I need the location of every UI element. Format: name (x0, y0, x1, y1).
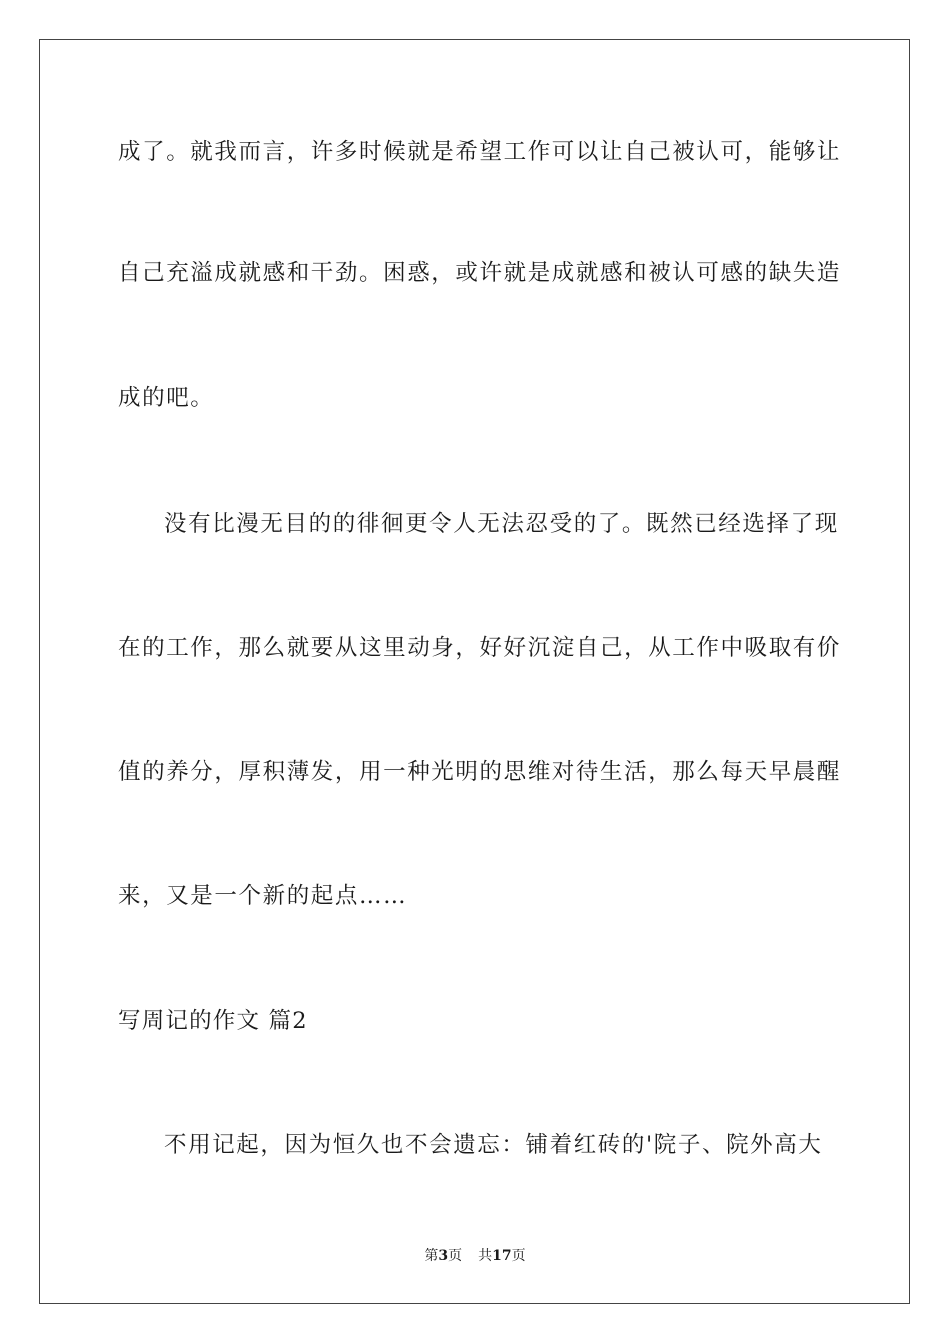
footer-total-prefix: 共 (478, 1248, 493, 1264)
paragraph-2-line-2: 在的工作，那么就要从这里动身，好好沉淀自己，从工作中吸取有价 (118, 635, 842, 661)
page-border (39, 39, 910, 1304)
footer-page-suffix: 页 (448, 1248, 463, 1264)
footer-page-number: 3 (438, 1248, 449, 1264)
text-line-1: 成了。就我而言，许多时候就是希望工作可以让自己被认可，能够让 (118, 139, 842, 165)
section-heading: 写周记的作文 篇2 (118, 1008, 308, 1034)
paragraph-2-line-4: 来，又是一个新的起点…… (118, 883, 408, 909)
paragraph-2-line-1: 没有比漫无目的的徘徊更令人无法忍受的了。既然已经选择了现 (164, 511, 839, 537)
page-footer (0, 1247, 950, 1265)
text-line-2: 自己充溢成就感和干劲。困惑，或许就是成就感和被认可感的缺失造 (118, 260, 842, 286)
footer-total-suffix: 页 (511, 1248, 526, 1264)
paragraph-3-line-1: 不用记起，因为恒久也不会遗忘：铺着红砖的'院子、院外高大 (164, 1132, 823, 1158)
footer-page-prefix: 第 (424, 1248, 439, 1264)
paragraph-2-line-3: 值的养分，厚积薄发，用一种光明的思维对待生活，那么每天早晨醒 (118, 759, 842, 785)
text-line-3: 成的吧。 (118, 385, 215, 411)
footer-total-pages: 17 (492, 1248, 512, 1264)
